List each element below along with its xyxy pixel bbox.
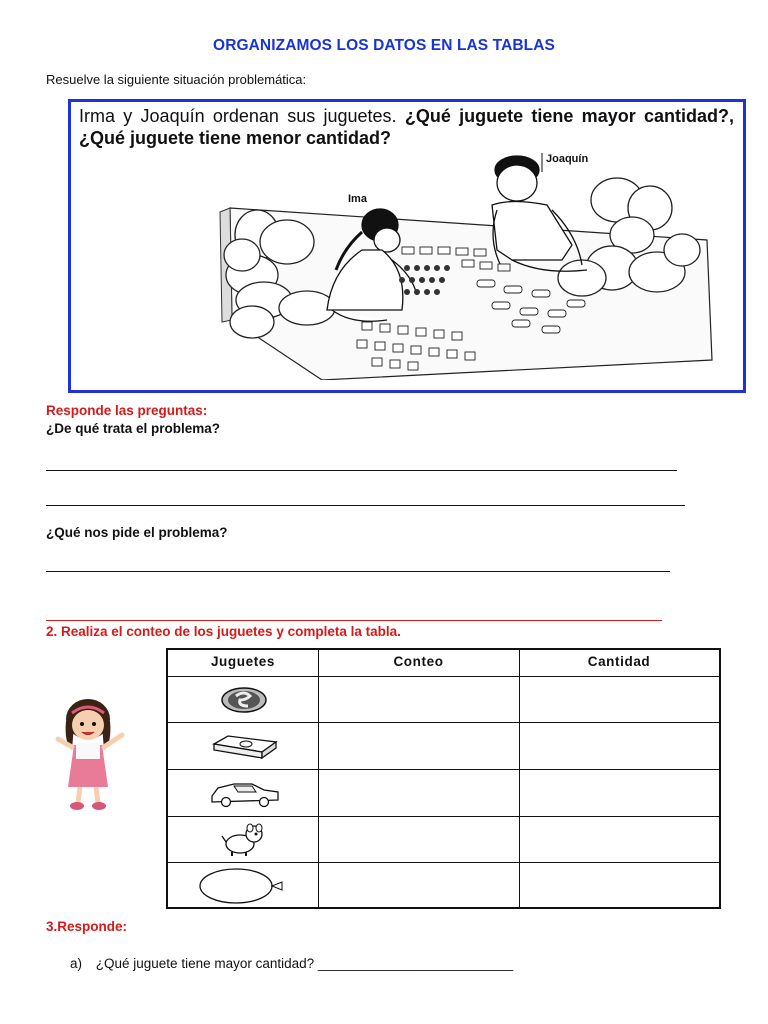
table-row-divider xyxy=(168,722,719,723)
toys-illustration xyxy=(212,150,722,380)
page-title: ORGANIZAMOS LOS DATOS EN LAS TABLAS xyxy=(213,37,555,54)
problem-intro: Irma y Joaquín ordenan sus juguetes. xyxy=(79,106,397,126)
header-juguetes: Juguetes xyxy=(210,654,276,669)
instruction-text: Resuelve la siguiente situación problemática: xyxy=(46,72,307,87)
section2-heading: 2. Realiza el conteo de los juguetes y completa la tabla. xyxy=(46,624,401,639)
counting-table xyxy=(166,648,721,909)
balloon-icon xyxy=(196,866,292,906)
section3-heading: 3.Responde: xyxy=(46,919,128,934)
header-conteo: Conteo xyxy=(393,654,444,669)
table-row-divider xyxy=(168,676,719,677)
table-row-divider xyxy=(168,769,719,770)
label-ima: Ima xyxy=(348,193,367,205)
question-1: ¿De qué trata el problema? xyxy=(46,421,221,436)
problem-statement xyxy=(79,105,734,149)
question-a-text: ¿Qué juguete tiene mayor cantidad? __________________________ xyxy=(95,956,514,971)
spinning-top-icon xyxy=(220,686,268,714)
toy-car-icon xyxy=(208,778,282,808)
question-a xyxy=(70,956,513,971)
toy-block-icon xyxy=(210,734,280,760)
problem-questions: ¿Qué juguete tiene mayor cantidad?,¿Qué juguete tiene menor cantidad? xyxy=(79,106,734,148)
answer-line-1[interactable] xyxy=(46,470,677,471)
answer-line-2[interactable] xyxy=(46,505,685,506)
header-cantidad: Cantidad xyxy=(587,654,651,669)
girl-illustration xyxy=(50,695,135,815)
table-row-divider xyxy=(168,862,719,863)
answer-line-3[interactable] xyxy=(46,571,670,572)
table-row-divider xyxy=(168,816,719,817)
table-col-divider xyxy=(519,650,520,907)
label-joaquin: Joaquín xyxy=(546,153,589,165)
table-col-divider xyxy=(318,650,319,907)
question-a-letter: a) xyxy=(70,956,83,971)
toy-dog-icon xyxy=(220,822,266,858)
answer-line-4[interactable] xyxy=(46,620,662,621)
section1-heading: Responde las preguntas: xyxy=(46,403,208,418)
question-2: ¿Qué nos pide el problema? xyxy=(46,525,228,540)
